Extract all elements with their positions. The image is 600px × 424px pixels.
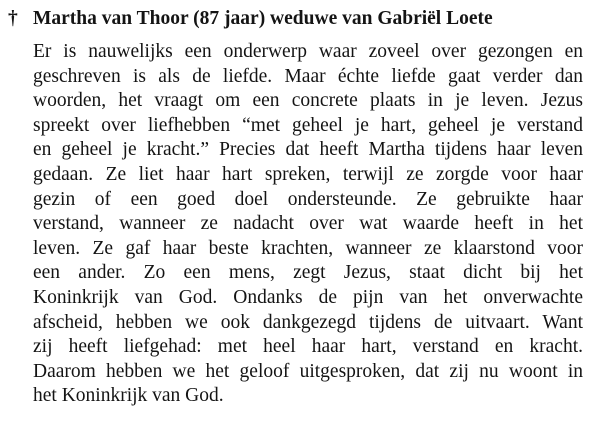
body-line: Koninkrijk van God. Ondanks de pijn van het onverwachte	[33, 286, 583, 308]
body-line: leven. Ze gaf haar beste krachten, wanneer ze klaarstond voor	[33, 237, 583, 259]
body-line: afscheid, hebben we ook dankgezegd tijdens de uitvaart. Want	[33, 311, 583, 333]
body-line: zij heeft liefgehad: met heel haar hart, verstand en kracht.	[33, 336, 583, 358]
body-line: verstand, wanneer ze nadacht over wat waarde heeft in het	[33, 213, 583, 235]
notice-body	[33, 40, 583, 409]
dagger-icon: †	[8, 8, 18, 29]
body-line: het Koninkrijk van God.	[33, 385, 224, 407]
body-line: en geheel je kracht.” Precies dat heeft Martha tijdens haar leven	[33, 139, 583, 161]
body-line: een ander. Zo een mens, zegt Jezus, staat dicht bij het	[33, 262, 583, 284]
body-line: spreekt over liefhebben “met geheel je hart, geheel je verstand	[33, 114, 583, 136]
body-line: Daarom hebben we het geloof uitgesproken, dat zij nu woont in	[33, 360, 583, 382]
body-line: gedaan. Ze liet haar hart spreken, terwijl ze zorgde voor haar	[33, 163, 583, 185]
notice-heading	[8, 7, 593, 31]
body-line: gezin of een goed doel ondersteunde. Ze gebruikte haar	[33, 188, 583, 210]
body-line: Er is nauwelijks een onderwerp waar zoveel over gezongen en	[33, 41, 583, 62]
body-line: woorden, het vraagt om een concrete plaats in je leven. Jezus	[33, 90, 583, 112]
body-line: geschreven is als de liefde. Maar échte liefde gaat verder dan	[33, 65, 583, 87]
notice-title: Martha van Thoor (87 jaar) weduwe van Gabriël Loete	[33, 8, 493, 29]
